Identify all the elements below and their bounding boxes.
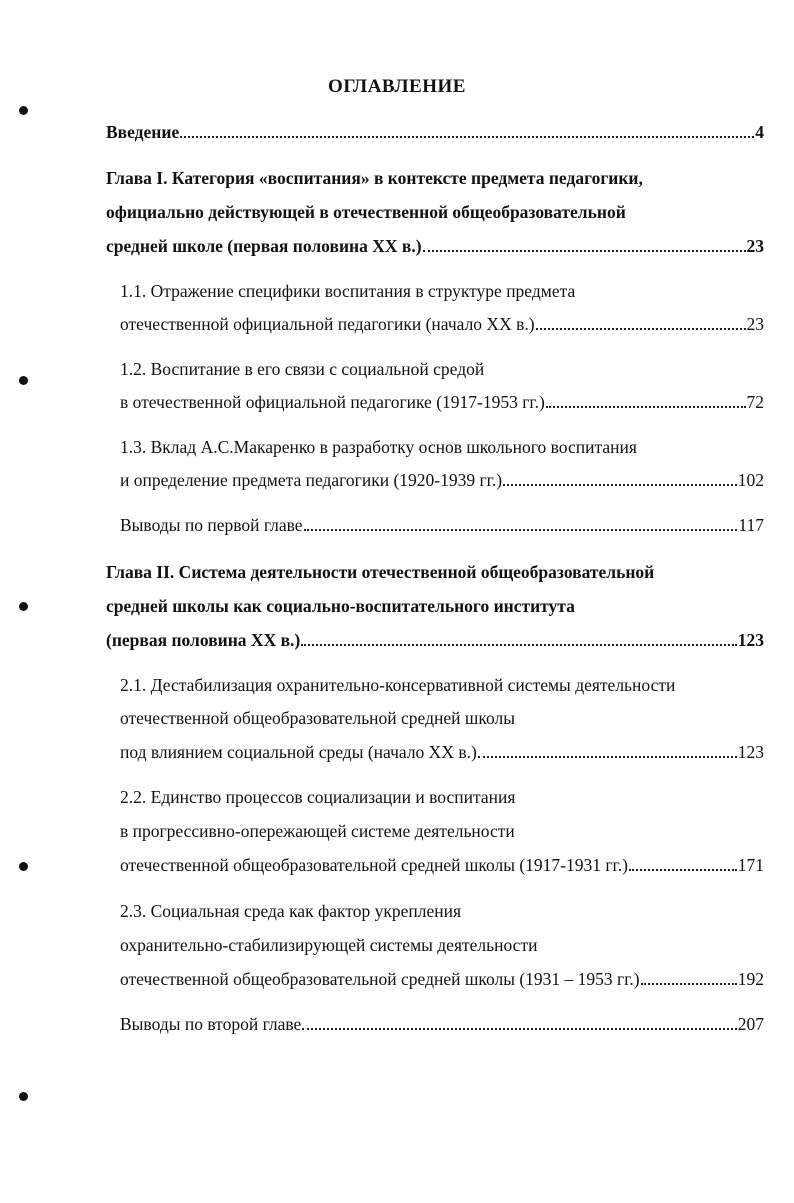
toc-section-1-2-line: 1.2. Воспитание в его связи с социальной средой <box>120 359 485 379</box>
dot-leader <box>629 869 737 871</box>
toc-entry-text: средней школе (первая половина XX в.) <box>106 236 422 256</box>
toc-section-2-3 <box>120 967 764 991</box>
toc-chapter-2-line: средней школы как социально-воспитательного института <box>106 596 575 616</box>
binder-hole-mark <box>19 862 28 871</box>
toc-entry-text: Выводы по второй главе <box>120 1014 302 1034</box>
toc-page-number: 23 <box>746 314 764 334</box>
toc-entry-text: и определение предмета педагогики (1920-1939 гг.) <box>120 470 503 490</box>
toc-entry-text: (первая половина XX в.) <box>106 630 301 650</box>
dot-leader <box>478 756 737 758</box>
toc-entry-text: Введение <box>106 122 180 142</box>
toc-section-1-1 <box>120 312 764 336</box>
toc-section-1-2 <box>120 390 764 414</box>
dot-leader <box>304 529 738 531</box>
dot-leader <box>503 484 737 486</box>
toc-section-2-2-line: 2.2. Единство процессов социализации и воспитания <box>120 787 516 807</box>
dot-leader <box>423 250 746 252</box>
binder-hole-mark <box>19 376 28 385</box>
toc-entry-text: отечественной общеобразовательной средней школы (1931 – 1953 гг.) <box>120 969 640 989</box>
toc-chapter-1 <box>106 234 764 258</box>
toc-section-2-1-line: отечественной общеобразовательной средней школы <box>120 708 515 728</box>
toc-section-2-3-line: 2.3. Социальная среда как фактор укрепления <box>120 901 462 921</box>
toc-section-1-3-line: 1.3. Вклад А.С.Макаренко в разработку основ школьного воспитания <box>120 437 637 457</box>
binder-hole-mark <box>19 1092 28 1101</box>
dot-leader <box>302 1028 736 1030</box>
page-title: ОГЛАВЛЕНИЕ <box>328 76 466 97</box>
toc-section-2-1 <box>120 740 764 764</box>
toc-entry-text: в отечественной официальной педагогике (1917-1953 гг.) <box>120 392 545 412</box>
toc-chapter-1-line: Глава I. Категория «воспитания» в контексте предмета педагогики, <box>106 168 643 188</box>
dot-leader <box>641 983 737 985</box>
binder-hole-mark <box>19 602 28 611</box>
toc-entry-text: отечественной общеобразовательной средней школы (1917-1931 гг.) <box>120 855 628 875</box>
toc-section-2-1-line: 2.1. Дестабилизация охранительно-консервативной системы деятельности <box>120 675 676 695</box>
dot-leader <box>546 406 746 408</box>
toc-page-number: 171 <box>737 855 764 875</box>
toc-section-2-2 <box>120 853 764 877</box>
toc-section-2-3-line: охранительно-стабилизирующей системы деятельности <box>120 935 538 955</box>
toc-conclusion-1 <box>120 513 764 537</box>
toc-section-1-3 <box>120 468 764 492</box>
toc-page-number: 123 <box>737 742 764 762</box>
toc-page-number: 123 <box>737 630 764 650</box>
toc-chapter-1-line: официально действующей в отечественной общеобразовательной <box>106 202 626 222</box>
toc-section-1-1-line: 1.1. Отражение специфики воспитания в структуре предмета <box>120 281 576 301</box>
toc-section-2-2-line: в прогрессивно-опережающей системе деятельности <box>120 821 515 841</box>
toc-entry-intro <box>106 120 764 144</box>
toc-page-number: 117 <box>738 515 764 535</box>
toc-page-number: 72 <box>746 392 764 412</box>
dot-leader <box>301 644 737 646</box>
toc-entry-text: отечественной официальной педагогики (начало XX в.) <box>120 314 535 334</box>
toc-conclusion-2 <box>120 1012 764 1036</box>
binder-hole-mark <box>19 106 28 115</box>
toc-entry-text: Выводы по первой главе <box>120 515 303 535</box>
toc-entry-text: под влиянием социальной среды (начало XX в.) <box>120 742 477 762</box>
dot-leader <box>180 136 754 138</box>
toc-page-number: 4 <box>755 122 764 142</box>
toc-chapter-2 <box>106 628 764 652</box>
dot-leader <box>536 328 746 330</box>
toc-page-number: 102 <box>737 470 764 490</box>
toc-page-number: 192 <box>737 969 764 989</box>
toc-page-number: 23 <box>746 236 764 256</box>
toc-chapter-2-line: Глава II. Система деятельности отечественной общеобразовательной <box>106 562 655 582</box>
toc-page-number: 207 <box>737 1014 764 1034</box>
